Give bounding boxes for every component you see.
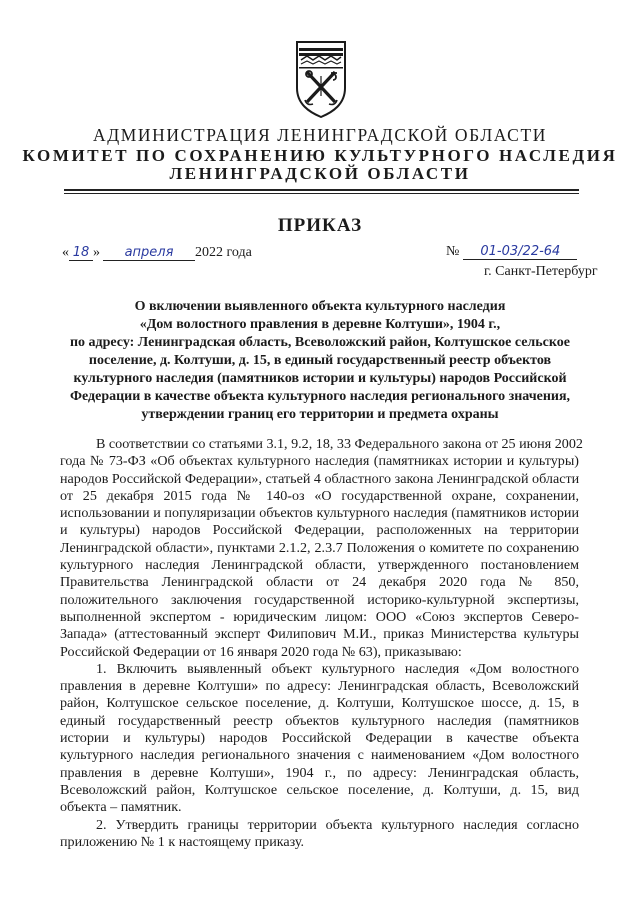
- agency-name-line-2: КОМИТЕТ ПО СОХРАНЕНИЮ КУЛЬТУРНОГО НАСЛЕДИЯ: [22, 146, 618, 165]
- header-divider-thin: [64, 193, 579, 194]
- order-subject-heading: [60, 298, 580, 424]
- clause-1-line: 1. Включить выявленный объект культурного наследия «Дом волостного: [96, 660, 579, 677]
- clause-2-line: 2. Утвердить границы территории объекта культурного наследия согласно: [96, 816, 579, 833]
- date-month-handwritten: апреля: [103, 245, 195, 261]
- date-open-quote: «: [62, 245, 69, 260]
- subject-line: «Дом волостного правления в деревне Колтуши», 1904 г.,: [139, 317, 501, 332]
- body-line: народов Российской Федерации», статьей 4 областного закона Ленинградской области: [60, 470, 580, 487]
- clause-1-line: правления в деревне Колтуши» по адресу: Ленинградская область, Всеволожский: [60, 678, 579, 695]
- subject-line: культурного наследия (памятников истории и культуры) народов Российской: [73, 371, 567, 386]
- body-line: Правительства Ленинградской области от 24 декабря 2020 года № 850,: [60, 574, 579, 591]
- subject-line: Федерации в качестве объекта культурного наследия регионального значения,: [69, 389, 571, 404]
- body-line: использовании и популяризации объектов культурного наследия (памятников истории: [60, 505, 579, 522]
- clause-1-line: район, Колтушское сельское поселение, д. Колтуши, Колтушское шоссе, д. 15, в: [60, 695, 579, 712]
- body-line: Запада» (аттестованный эксперт Филипович М.И., приказ Министерства культуры: [60, 626, 579, 643]
- body-line: Российской Федерации от 16 января 2020 года № 63), приказываю:: [60, 643, 462, 660]
- subject-line: О включении выявленного объекта культурного наследия: [134, 299, 506, 314]
- order-body: [60, 436, 583, 851]
- clause-1-line: Всеволожский район, Колтушское сельское поселение, д. Колтуши, д. 15, вид: [60, 781, 579, 798]
- order-number: [446, 244, 577, 260]
- coat-of-arms-emblem: [295, 40, 347, 118]
- clause-1-line: единый государственный реестр объектов культурного наследия (памятников: [60, 712, 579, 729]
- subject-line: утверждении границ его территории и предмета охраны: [141, 407, 499, 422]
- body-line: года № 73-ФЗ «Об объектах культурного наследия (памятниках истории и культуры): [60, 453, 579, 470]
- order-number-handwritten: 01-03/22-64: [463, 244, 577, 260]
- subject-line: поселение, д. Колтуши, д. 15, в единый государственный реестр объектов: [88, 353, 552, 368]
- date-close-quote: »: [93, 245, 100, 260]
- document-type-title: ПРИКАЗ: [277, 215, 363, 236]
- clause-1-line: правления в деревне Колтуши», 1904 г., по адресу: Ленинградская область,: [60, 764, 579, 781]
- date-day-handwritten: 18: [69, 245, 93, 261]
- agency-name-line-1: АДМИНИСТРАЦИЯ ЛЕНИНГРАДСКОЙ ОБЛАСТИ: [93, 125, 547, 145]
- order-date: [62, 245, 252, 261]
- city-name: г. Санкт-Петербург: [484, 264, 598, 279]
- agency-name-line-3: ЛЕНИНГРАДСКОЙ ОБЛАСТИ: [169, 164, 471, 183]
- clause-1-line: объекта – памятник.: [60, 799, 182, 816]
- body-line: Ленинградской области», пунктами 2.1.2, 2.3.7 Положения о комитете по сохранению: [60, 539, 579, 556]
- clause-2-line: приложению № 1 к настоящему приказу.: [60, 833, 305, 850]
- date-year: 2022 года: [195, 245, 252, 260]
- header-divider-thick: [64, 189, 579, 191]
- body-line: выполненной экспертом - юридическим лицом: ООО «Союз экспертов Северо-: [60, 608, 579, 625]
- body-line: от 25 декабря 2015 года № 140-оз «О государственной охране, сохранении,: [60, 487, 579, 504]
- clause-1-line: культурного наследия регионального значения с наименованием «Дом волостного: [60, 747, 579, 764]
- number-sign: №: [446, 244, 460, 259]
- body-line: и культуры) народов Российской Федерации, расположенных на территории: [60, 522, 579, 539]
- clause-1-line: истории и культуры) народов Российской Федерации в качестве объекта: [60, 730, 579, 747]
- body-line: культурного наследия Ленинградской области, утвержденного постановлением: [60, 557, 579, 574]
- body-line: положительного заключения государственной историко-культурной экспертизы,: [60, 591, 579, 608]
- body-line: В соответствии со статьями 3.1, 9.2, 18, 33 Федерального закона от 25 июня 2002: [96, 436, 583, 452]
- subject-line: по адресу: Ленинградская область, Всеволожский район, Колтушское сельское: [69, 335, 570, 350]
